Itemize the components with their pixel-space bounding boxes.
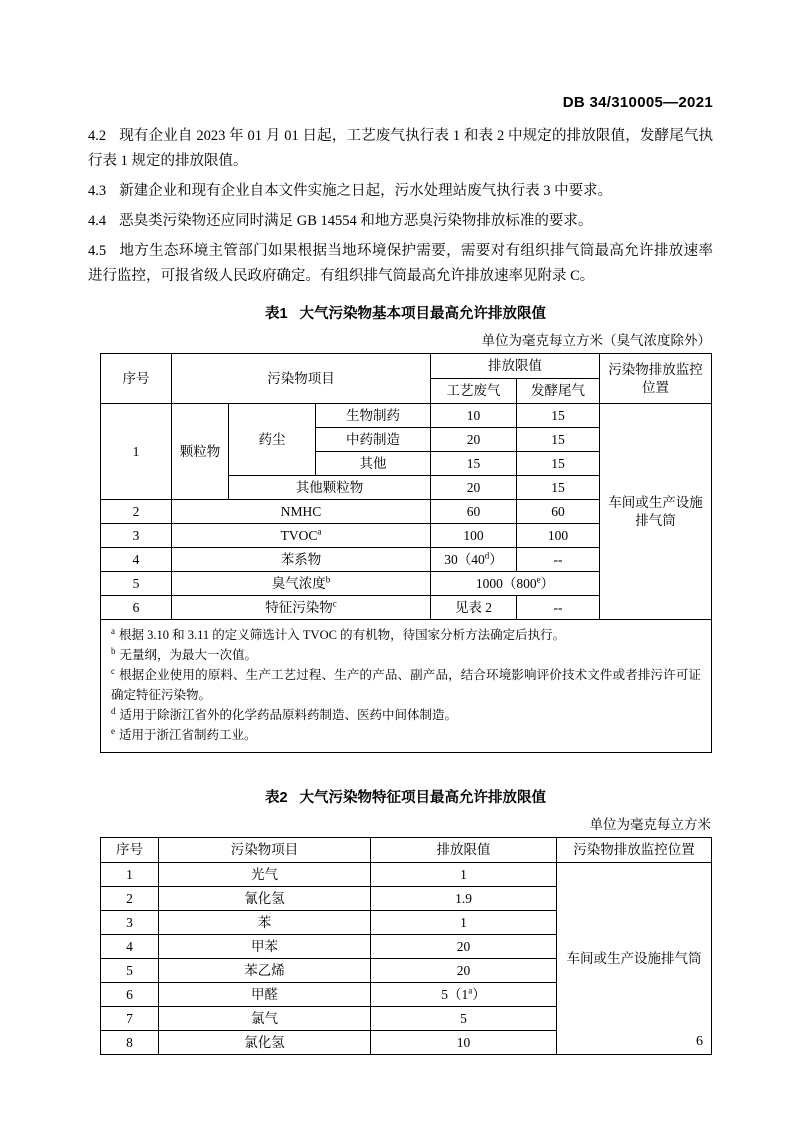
t1-seq-1: 1 [101, 404, 172, 500]
footnote-a [111, 625, 701, 645]
t2-row5-limit: 20 [371, 959, 557, 983]
footnote-ref-a: a [468, 985, 473, 996]
t2-row3-name: 苯 [159, 911, 371, 935]
t2-row1-seq: 1 [101, 863, 159, 887]
t2-row1-name: 光气 [159, 863, 371, 887]
t1-odor-label: 臭气浓度 [271, 575, 326, 591]
footnote-marker: e [111, 725, 115, 736]
table2-unit-note: 单位为毫克每立方米 [589, 817, 711, 832]
t2-header-limit: 排放限值 [371, 838, 557, 863]
footnote-marker: a [111, 625, 115, 636]
clause-4-5 [88, 239, 713, 289]
t1-header-monitor: 污染物排放监控位置 [600, 354, 712, 404]
footnote-ref-e: e [536, 574, 541, 585]
t2-header-item: 污染物项目 [159, 838, 371, 863]
t1-bs-ferment: -- [517, 548, 600, 572]
doc-number: DB 34/310005—2021 [562, 94, 713, 111]
t1-tvoc-seq: 3 [101, 524, 172, 548]
t1-tcm-ferment: 15 [517, 428, 600, 452]
footnote-ref-d: d [484, 550, 490, 561]
clause-number: 4.3 [88, 183, 107, 199]
table1-row-bio [101, 404, 712, 428]
clause-4-4 [88, 209, 713, 234]
table1 [100, 353, 712, 753]
clause-4-3 [88, 179, 713, 204]
t1-tcm-process: 20 [431, 428, 517, 452]
t2-header-seq: 序号 [101, 838, 159, 863]
footnote-b [111, 645, 701, 665]
t1-other-pm-process: 20 [431, 476, 517, 500]
t1-nmhc-seq: 2 [101, 500, 172, 524]
t2-row2-name: 氰化氢 [159, 887, 371, 911]
t1-odor-value-text: 1000（800 [475, 575, 537, 591]
t2-row6-limit-close: ） [472, 986, 486, 1002]
footnote-text: 适用于浙江省制药工业。 [119, 728, 257, 742]
t2-row6-limit [371, 983, 557, 1007]
table2-title-text: 大气污染物特征项目最高允许排放限值 [299, 790, 547, 806]
table1-unit-note: 单位为毫克每立方米（臭气浓度除外） [481, 333, 711, 348]
table2-block [100, 788, 711, 1055]
table1-title-text: 大气污染物基本项目最高允许排放限值 [299, 306, 547, 322]
t1-header-item: 污染物项目 [172, 354, 431, 404]
t2-row8-limit: 10 [371, 1031, 557, 1055]
table1-header-row-1 [101, 354, 712, 379]
t2-row4-seq: 4 [101, 935, 159, 959]
clause-text: 现有企业自 2023 年 01 月 01 日起，工艺废气执行表 1 和表 2 中规定的排放限值，发酵尾气执行表 1 规定的排放限值。 [88, 128, 713, 169]
t2-row6-seq: 6 [101, 983, 159, 1007]
footnote-ref-b: b [325, 574, 331, 585]
t1-bs-process-close: ） [489, 551, 503, 567]
t1-char-seq: 6 [101, 596, 172, 620]
t1-char-name [172, 596, 431, 620]
clause-text: 恶臭类污染物还应同时满足 GB 14554 和地方恶臭污染物排放标准的要求。 [119, 213, 593, 229]
table2 [100, 837, 712, 1055]
table1-title [100, 304, 711, 324]
t2-row2-seq: 2 [101, 887, 159, 911]
t1-bs-name: 苯系物 [172, 548, 431, 572]
t1-other-pm-name: 其他颗粒物 [229, 476, 431, 500]
footnote-marker: b [111, 645, 116, 656]
t2-header-monitor: 污染物排放监控位置 [557, 838, 712, 863]
t2-row7-name: 氯气 [159, 1007, 371, 1031]
table2-header-row [101, 838, 712, 863]
footnote-marker: d [111, 705, 116, 716]
table2-row-1 [101, 863, 712, 887]
t1-other-name: 其他 [316, 452, 431, 476]
footnote-text: 适用于除浙江省外的化学药品原料药制造、医药中间体制造。 [119, 708, 458, 722]
t2-row5-name: 苯乙烯 [159, 959, 371, 983]
clause-number: 4.5 [88, 243, 107, 259]
clause-4-2 [88, 124, 713, 174]
t1-nmhc-ferment: 60 [517, 500, 600, 524]
table1-footnotes [101, 620, 712, 753]
table2-title-prefix: 表2 [264, 790, 288, 806]
t1-nmhc-name: NMHC [172, 500, 431, 524]
t1-tvoc-process: 100 [431, 524, 517, 548]
page-number: 6 [696, 1034, 703, 1049]
footnote-ref-a: a [317, 526, 322, 537]
t1-header-process-gas: 工艺废气 [431, 379, 517, 404]
t1-odor-seq: 5 [101, 572, 172, 596]
t2-row8-name: 氯化氢 [159, 1031, 371, 1055]
footnote-text: 根据企业使用的原料、生产工艺过程、生产的产品、副产品，结合环境影响评价技术文件或者排污许可证确定特征污染物。 [111, 668, 701, 702]
t2-row4-name: 甲苯 [159, 935, 371, 959]
footnote-ref-c: c [332, 598, 337, 609]
t2-row3-limit: 1 [371, 911, 557, 935]
t2-row3-seq: 3 [101, 911, 159, 935]
t1-bs-process-value: 30（40 [444, 551, 485, 567]
t2-row7-limit: 5 [371, 1007, 557, 1031]
t1-char-label: 特征污染物 [265, 599, 333, 615]
t1-bs-seq: 4 [101, 548, 172, 572]
footnote-marker: c [111, 665, 115, 676]
t1-nmhc-process: 60 [431, 500, 517, 524]
t2-row7-seq: 7 [101, 1007, 159, 1031]
t1-odor-name [172, 572, 431, 596]
clause-number: 4.4 [88, 213, 107, 229]
t1-other-process: 15 [431, 452, 517, 476]
t2-row8-seq: 8 [101, 1031, 159, 1055]
footnote-text: 无量纲，为最大一次值。 [119, 648, 258, 662]
t2-monitor-location: 车间或生产设施排气筒 [557, 863, 712, 1055]
t1-bio-name: 生物制药 [316, 404, 431, 428]
t1-odor-value [431, 572, 600, 596]
t1-header-limit: 排放限值 [431, 354, 600, 379]
t2-row6-name: 甲醛 [159, 983, 371, 1007]
t1-header-ferment-gas: 发酵尾气 [517, 379, 600, 404]
clause-text: 地方生态环境主管部门如果根据当地环境保护需要，需要对有组织排气筒最高允许排放速率进行监控，可报省级人民政府确定。有组织排气筒最高允许排放速率见附录 C。 [88, 243, 713, 284]
t2-row5-seq: 5 [101, 959, 159, 983]
t1-char-process: 见表 2 [431, 596, 517, 620]
t1-bio-ferment: 15 [517, 404, 600, 428]
t1-particulate: 颗粒物 [172, 404, 229, 500]
t1-other-pm-ferment: 15 [517, 476, 600, 500]
t1-bs-process [431, 548, 517, 572]
spacer [88, 753, 713, 773]
table1-footnotes-row [101, 620, 712, 753]
t1-odor-value-close: ） [540, 575, 555, 591]
clause-text: 新建企业和现有企业自本文件实施之日起，污水处理站废气执行表 3 中要求。 [119, 183, 613, 199]
t1-dust: 药尘 [229, 404, 316, 476]
t1-tvoc-ferment: 100 [517, 524, 600, 548]
t2-row1-limit: 1 [371, 863, 557, 887]
t2-row4-limit: 20 [371, 935, 557, 959]
t1-monitor-location: 车间或生产设施排气筒 [600, 404, 712, 620]
table1-block [100, 304, 711, 753]
clause-number: 4.2 [88, 128, 107, 144]
t1-other-ferment: 15 [517, 452, 600, 476]
table2-title [100, 788, 711, 808]
t1-bio-process: 10 [431, 404, 517, 428]
t1-tcm-name: 中药制造 [316, 428, 431, 452]
t2-row2-limit: 1.9 [371, 887, 557, 911]
footnote-c [111, 665, 701, 705]
t1-tvoc-label: TVOC [280, 527, 318, 543]
footnote-e [111, 725, 701, 745]
footnote-text: 根据 3.10 和 3.11 的定义筛选计入 TVOC 的有机物，待国家分析方法确定后执行。 [119, 628, 566, 642]
t1-char-ferment: -- [517, 596, 600, 620]
t1-tvoc-name [172, 524, 431, 548]
t1-header-seq: 序号 [101, 354, 172, 404]
footnote-d [111, 705, 701, 725]
table1-title-prefix: 表1 [264, 306, 288, 322]
t2-row6-limit-value: 5（1 [441, 986, 469, 1002]
